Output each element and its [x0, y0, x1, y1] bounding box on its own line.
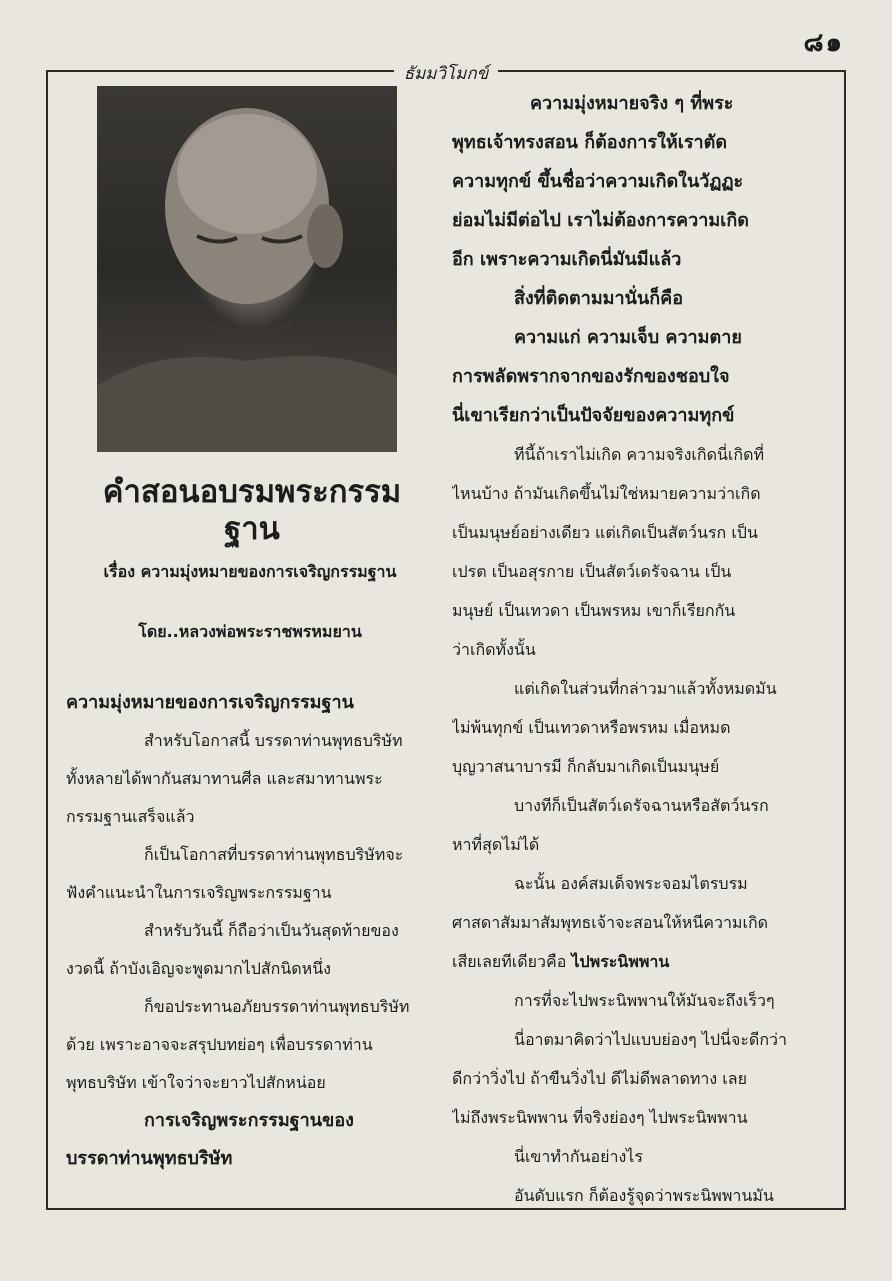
- text-line: ทั้งหลายได้พากันสมาทานศีล และสมาทานพระ: [66, 769, 383, 788]
- text-line-bold: ความมุ่งหมายจริง ๆ ที่พระ: [530, 93, 734, 114]
- text-line: พุทธบริษัท เข้าใจว่าจะยาวไปสักหน่อย: [66, 1073, 326, 1092]
- text-line-bold: ย่อมไม่มีต่อไป เราไม่ต้องการความเกิด: [452, 210, 749, 231]
- monk-portrait-photo: [97, 86, 397, 452]
- text-line: ก็ขอประทานอภัยบรรดาท่านพุทธบริษัท: [144, 997, 410, 1016]
- text-line-bold: ความทุกข์ ขึ้นชื่อว่าความเกิดในวัฏฏะ: [452, 171, 744, 192]
- article-author: โดย..หลวงพ่อพระราชพรหมยาน: [138, 622, 362, 641]
- text-line: ฉะนั้น องค์สมเด็จพระจอมไตรบรม: [514, 874, 748, 893]
- text-line-mixed: [452, 942, 814, 981]
- section-heading: ความมุ่งหมายของการเจริญกรรมฐาน: [66, 692, 354, 713]
- text-line: บางทีก็เป็นสัตว์เดรัจฉานหรือสัตว์นรก: [514, 796, 769, 815]
- text-line-bold: การเจริญพระกรรมฐานของ: [144, 1110, 354, 1131]
- text-line: บุญวาสนาบารมี ก็กลับมาเกิดเป็นมนุษย์: [452, 757, 720, 776]
- emphasis-nirvana: ไปพระนิพพาน: [571, 952, 670, 971]
- left-column: [66, 684, 436, 1178]
- text-line: ไม่ถึงพระนิพพาน ที่จริงย่องๆ ไปพระนิพพาน: [452, 1108, 748, 1127]
- text-line: ก็เป็นโอกาสที่บรรดาท่านพุทธบริษัทจะ: [144, 845, 404, 864]
- running-title: [0, 60, 892, 87]
- text-line: มนุษย์ เป็นเทวดา เป็นพรหม เขาก็เรียกกัน: [452, 601, 736, 620]
- text-line: งวดนี้ ถ้าบังเอิญจะพูดมากไปสักนิดหนึ่ง: [66, 959, 331, 978]
- head-highlight: [177, 114, 317, 234]
- text-line-bold: สิ่งที่ติดตามมานั่นก็คือ: [514, 288, 684, 309]
- text-line-bold: การพลัดพรากจากของรักของชอบใจ: [452, 366, 730, 387]
- text-line: ว่าเกิดทั้งนั้น: [452, 640, 536, 659]
- text-line: สำหรับวันนี้ ก็ถือว่าเป็นวันสุดท้ายของ: [144, 921, 399, 940]
- text-line: การที่จะไปพระนิพพานให้มันจะถึงเร็วๆ: [514, 991, 775, 1010]
- ear-shape: [307, 204, 343, 268]
- text-line-bold: นี่เขาเรียกว่าเป็นปัจจัยของความทุกข์: [452, 405, 735, 426]
- mouth-line: [207, 324, 292, 333]
- text-line-bold: พุทธเจ้าทรงสอน ก็ต้องการให้เราตัด: [452, 132, 728, 153]
- text-line: เป็นมนุษย์อย่างเดียว แต่เกิดเป็นสัตว์นรก เป็น: [452, 523, 758, 542]
- text-line: ด้วย เพราะอาจจะสรุปบทย่อๆ เพื่อบรรดาท่าน: [66, 1035, 373, 1054]
- text-line: นี่อาตมาคิดว่าไปแบบย่องๆ ไปนี่จะดีกว่า: [514, 1030, 787, 1049]
- article-subject: เรื่อง ความมุ่งหมายของการเจริญกรรมฐาน: [103, 562, 397, 581]
- text-line: นี่เขาทำกันอย่างไร: [514, 1147, 643, 1166]
- text-line: เปรต เป็นอสุรกาย เป็นสัตว์เดรัจฉาน เป็น: [452, 562, 732, 581]
- article-title: คำสอนอบรมพระกรรมฐาน: [102, 474, 402, 548]
- text-line: แต่เกิดในส่วนที่กล่าวมาแล้วทั้งหมดมัน: [514, 679, 777, 698]
- text-line: อันดับแรก ก็ต้องรู้จุดว่าพระนิพพานมัน: [514, 1186, 774, 1205]
- text-segment: เสียเลยทีเดียวคือ: [452, 952, 567, 971]
- running-title-text: ธัมมวิโมกข์: [394, 64, 499, 84]
- page-number: ๘๑: [803, 28, 844, 58]
- text-line: ทีนี้ถ้าเราไม่เกิด ความจริงเกิดนี่เกิดที่: [514, 445, 765, 464]
- text-line: ศาสดาสัมมาสัมพุทธเจ้าจะสอนให้หนีความเกิด: [452, 913, 769, 932]
- right-column: [452, 84, 814, 1215]
- text-line: สำหรับโอกาสนี้ บรรดาท่านพุทธบริษัท: [144, 731, 403, 750]
- text-line: ไม่พ้นทุกข์ เป็นเทวดาหรือพรหม เมื่อหมด: [452, 718, 731, 737]
- robe-shape: [97, 356, 397, 452]
- text-line: หาที่สุดไม่ได้: [452, 835, 540, 854]
- text-line-bold: บรรดาท่านพุทธบริษัท: [66, 1148, 233, 1169]
- text-line-bold: ความแก่ ความเจ็บ ความตาย: [514, 327, 742, 348]
- text-line: กรรมฐานเสร็จแล้ว: [66, 807, 195, 826]
- text-line-bold: อีก เพราะความเกิดนี่มันมีแล้ว: [452, 249, 682, 270]
- portrait-illustration: [97, 86, 397, 452]
- text-line: ดีกว่าวิ่งไป ถ้าขืนวิ่งไป ดีไม่ดีพลาดทาง เลย: [452, 1069, 747, 1088]
- text-line: ฟังคำแนะนำในการเจริญพระกรรมฐาน: [66, 883, 332, 902]
- text-line: ไหนบ้าง ถ้ามันเกิดขึ้นไม่ใช่หมายความว่าเกิด: [452, 484, 761, 503]
